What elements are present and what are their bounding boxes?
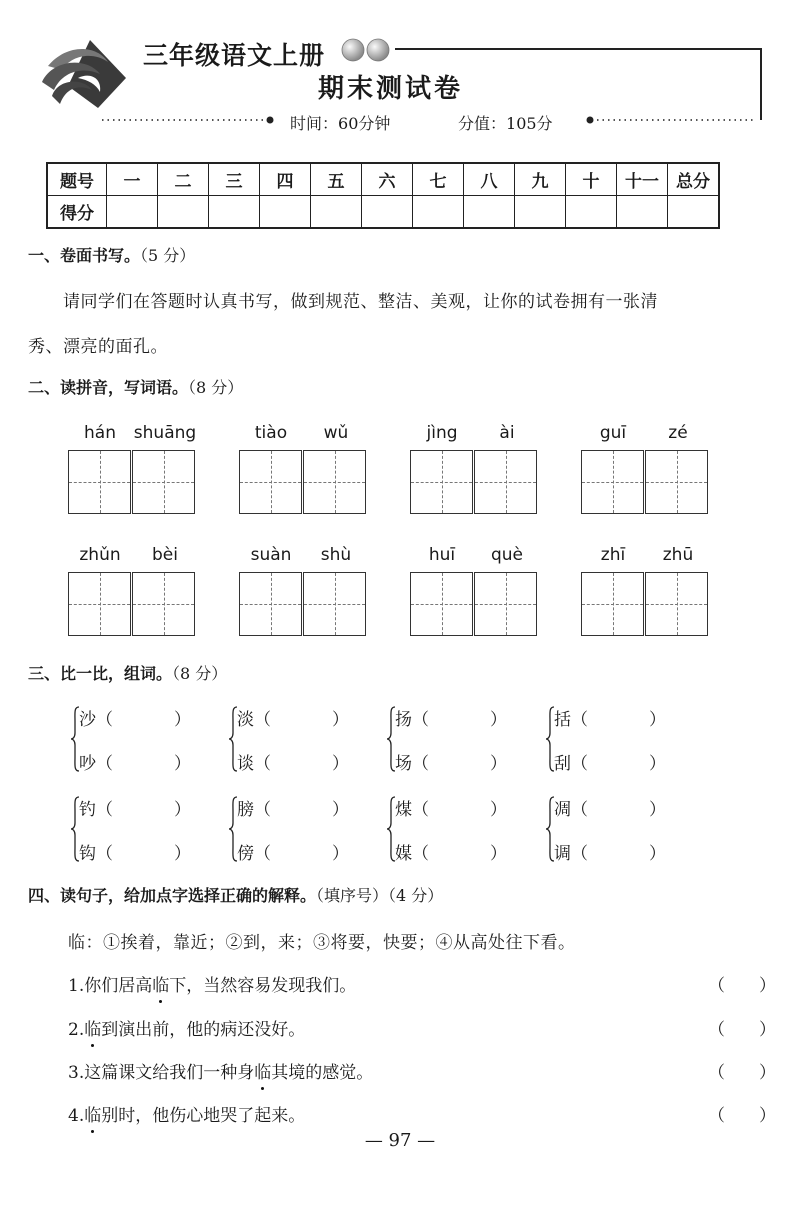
word-answer-blank[interactable] [264,795,330,817]
publisher-logo-icon [38,38,128,118]
row-head-question-number: 题号 [47,163,107,196]
word-answer-blank[interactable] [264,705,330,727]
score-cell[interactable] [158,196,209,229]
compare-word: 膀（ [237,800,271,820]
word-answer-blank[interactable] [106,749,172,771]
grid-guide-horizontal [304,482,365,483]
word-answer-blank[interactable] [422,749,488,771]
section-2-title: 二、读拼音，写词语。 [28,378,189,397]
score-cell[interactable] [311,196,362,229]
section-1-heading [28,243,195,266]
answer-bracket-close: ） [174,754,191,774]
answer-bracket-close: ） [332,800,349,820]
decorative-balls-icon [340,37,396,63]
column-label: 八 [464,163,515,196]
answer-bracket-close: ） [649,844,666,864]
pinyin-syllable: zé [668,423,688,443]
question-number: 4. [68,1106,85,1126]
writing-grid-box[interactable] [132,572,195,636]
writing-grid-box[interactable] [68,572,131,636]
pinyin-syllable: ài [499,423,515,443]
definition-line: 临：①挨着，靠近；②到，来；③将要，快要；④从高处往下看。 [68,933,576,953]
grid-guide-horizontal [133,482,194,483]
score-table-header-row [47,163,719,196]
score-cell[interactable] [209,196,260,229]
compare-word: 钩（ [79,844,113,864]
question-number: 3. [68,1063,85,1083]
column-label: 十 [566,163,617,196]
section-2-points: （8 分） [188,378,244,397]
pinyin-syllable: jìng [426,423,458,443]
word-answer-blank[interactable] [581,705,647,727]
answer-bracket-close: ） [490,710,507,730]
section-3-title: 三、比一比，组词。 [28,664,173,683]
answer-bracket[interactable]: （ ） [708,1020,776,1040]
pinyin-syllable: huī [428,545,456,565]
question-text-pre: 这篇课文给我们一种身 [84,1063,255,1083]
section-2-heading [28,375,243,398]
writing-grid-box[interactable] [581,450,644,514]
writing-grid-box[interactable] [239,450,302,514]
answer-bracket[interactable]: （ ） [708,976,776,996]
writing-grid-box[interactable] [474,572,537,636]
column-label: 一 [107,163,158,196]
word-answer-blank[interactable] [264,749,330,771]
header-frame-right [760,48,762,120]
score-cell[interactable] [107,196,158,229]
question-item [68,1058,373,1083]
compare-word: 沙（ [79,710,113,730]
writing-grid-box[interactable] [303,572,366,636]
dotted-rule-left [100,113,275,127]
writing-grid-box[interactable] [474,450,537,514]
column-label: 九 [515,163,566,196]
answer-bracket[interactable]: （ ） [708,1063,776,1083]
writing-grid-box[interactable] [645,572,708,636]
answer-bracket-close: ） [174,844,191,864]
compare-word: 凋（ [554,800,588,820]
answer-bracket-close: ） [490,754,507,774]
compare-word: 吵（ [79,754,113,774]
score-value: 105分 [506,114,553,133]
score-table-score-row [47,196,719,229]
question-number: 2. [68,1020,85,1040]
pinyin-syllable: shù [320,545,352,565]
pinyin-syllable: què [490,545,524,565]
dotted-character: 临 [84,1015,101,1040]
answer-bracket-close: ） [174,800,191,820]
section-1-line-2: 秀、漂亮的面孔。 [28,337,168,357]
compare-word: 钓（ [79,800,113,820]
word-answer-blank[interactable] [422,795,488,817]
question-item [68,1015,305,1040]
question-item [68,971,356,996]
column-label: 总分 [668,163,720,196]
word-answer-blank[interactable] [106,839,172,861]
time-label: 时间： [290,114,339,133]
word-answer-blank[interactable] [581,749,647,771]
score-cell[interactable] [566,196,617,229]
writing-grid-box[interactable] [410,572,473,636]
pinyin-syllable: guī [599,423,627,443]
question-text-pre: 你们居高 [84,976,153,996]
answer-bracket-close: ） [332,710,349,730]
word-answer-blank[interactable] [581,795,647,817]
score-cell[interactable] [617,196,668,229]
section-1-line-1: 请同学们在答题时认真书写，做到规范、整洁、美观，让你的试卷拥有一张清 [63,292,658,312]
row-head-score: 得分 [47,196,107,229]
compare-word: 淡（ [237,710,271,730]
section-3-points: （8 分） [172,664,228,683]
answer-bracket-close: ） [490,800,507,820]
word-answer-blank[interactable] [422,839,488,861]
grid-guide-horizontal [240,604,301,605]
column-label: 六 [362,163,413,196]
word-answer-blank[interactable] [106,795,172,817]
grid-guide-horizontal [582,482,643,483]
question-item [68,1101,305,1126]
score-info [458,111,553,134]
pinyin-syllable: shuāng [133,423,197,443]
score-cell[interactable] [362,196,413,229]
compare-word: 媒（ [395,844,429,864]
answer-bracket-close: ） [174,710,191,730]
dotted-character: 临 [152,971,169,996]
grid-guide-horizontal [475,604,536,605]
score-cell[interactable] [515,196,566,229]
pinyin-syllable: zhū [662,545,694,565]
writing-grid-box[interactable] [303,450,366,514]
compare-word: 括（ [554,710,588,730]
answer-bracket-close: ） [332,844,349,864]
grid-guide-horizontal [582,604,643,605]
section-4-title: 四、读句子，给加点字选择正确的解释。 [28,886,317,905]
question-number: 1. [68,976,85,996]
grid-guide-horizontal [304,604,365,605]
compare-word: 煤（ [395,800,429,820]
pinyin-syllable: suàn [250,545,292,565]
pinyin-syllable: bèi [152,545,178,565]
dotted-character: 临 [254,1058,271,1083]
answer-bracket-close: ） [649,800,666,820]
column-label: 十一 [617,163,668,196]
pinyin-syllable: zhī [600,545,626,565]
compare-word: 场（ [395,754,429,774]
grid-guide-horizontal [240,482,301,483]
writing-grid-box[interactable] [410,450,473,514]
writing-grid-box[interactable] [645,450,708,514]
grid-guide-horizontal [411,604,472,605]
grid-guide-horizontal [646,482,707,483]
header-frame-top [395,48,762,50]
column-label: 三 [209,163,260,196]
grid-guide-horizontal [646,604,707,605]
score-cell[interactable] [668,196,720,229]
section-1-points: （5 分） [140,246,196,265]
word-answer-blank[interactable] [106,705,172,727]
word-answer-blank[interactable] [264,839,330,861]
score-cell[interactable] [413,196,464,229]
section-3-heading [28,661,227,684]
answer-bracket-close: ） [490,844,507,864]
answer-bracket-close: ） [649,710,666,730]
page-number: — 97 — [364,1130,436,1151]
writing-grid-box[interactable] [581,572,644,636]
compare-word: 傍（ [237,844,271,864]
answer-bracket-close: ） [649,754,666,774]
grade-title: 三年级语文上册 [143,41,326,70]
compare-word: 刮（ [554,754,588,774]
time-value: 60分钟 [338,114,391,133]
column-label: 四 [260,163,311,196]
grid-guide-horizontal [69,604,130,605]
time-info [290,111,390,134]
grid-guide-horizontal [475,482,536,483]
writing-grid-box[interactable] [132,450,195,514]
grid-guide-horizontal [411,482,472,483]
word-answer-blank[interactable] [422,705,488,727]
question-text-post: 别时，他伤心地哭了起来。 [101,1106,306,1126]
question-text-post: 其境的感觉。 [271,1063,374,1083]
exam-title: 期末测试卷 [318,74,464,104]
score-cell[interactable] [260,196,311,229]
question-text-post: 下，当然容易发现我们。 [169,976,357,996]
writing-grid-box[interactable] [239,572,302,636]
score-label: 分值： [458,114,507,133]
section-4-heading [28,883,443,906]
dotted-character: 临 [84,1101,101,1126]
compare-word: 扬（ [395,710,429,730]
column-label: 五 [311,163,362,196]
dotted-rule-right [585,113,755,127]
section-4-note: （填序号）（4 分） [316,886,444,905]
pinyin-syllable: hán [84,423,116,443]
answer-bracket-close: ） [332,754,349,774]
column-label: 七 [413,163,464,196]
pinyin-syllable: zhǔn [79,545,121,565]
pinyin-syllable: wǔ [323,423,349,443]
word-answer-blank[interactable] [581,839,647,861]
answer-bracket[interactable]: （ ） [708,1106,776,1126]
question-text-post: 到演出前，他的病还没好。 [101,1020,306,1040]
writing-grid-box[interactable] [68,450,131,514]
score-table [46,162,720,229]
column-label: 二 [158,163,209,196]
grid-guide-horizontal [69,482,130,483]
pinyin-syllable: tiào [254,423,288,443]
section-1-title: 一、卷面书写。 [28,246,141,265]
score-cell[interactable] [464,196,515,229]
compare-word: 谈（ [237,754,271,774]
compare-word: 调（ [554,844,588,864]
grid-guide-horizontal [133,604,194,605]
